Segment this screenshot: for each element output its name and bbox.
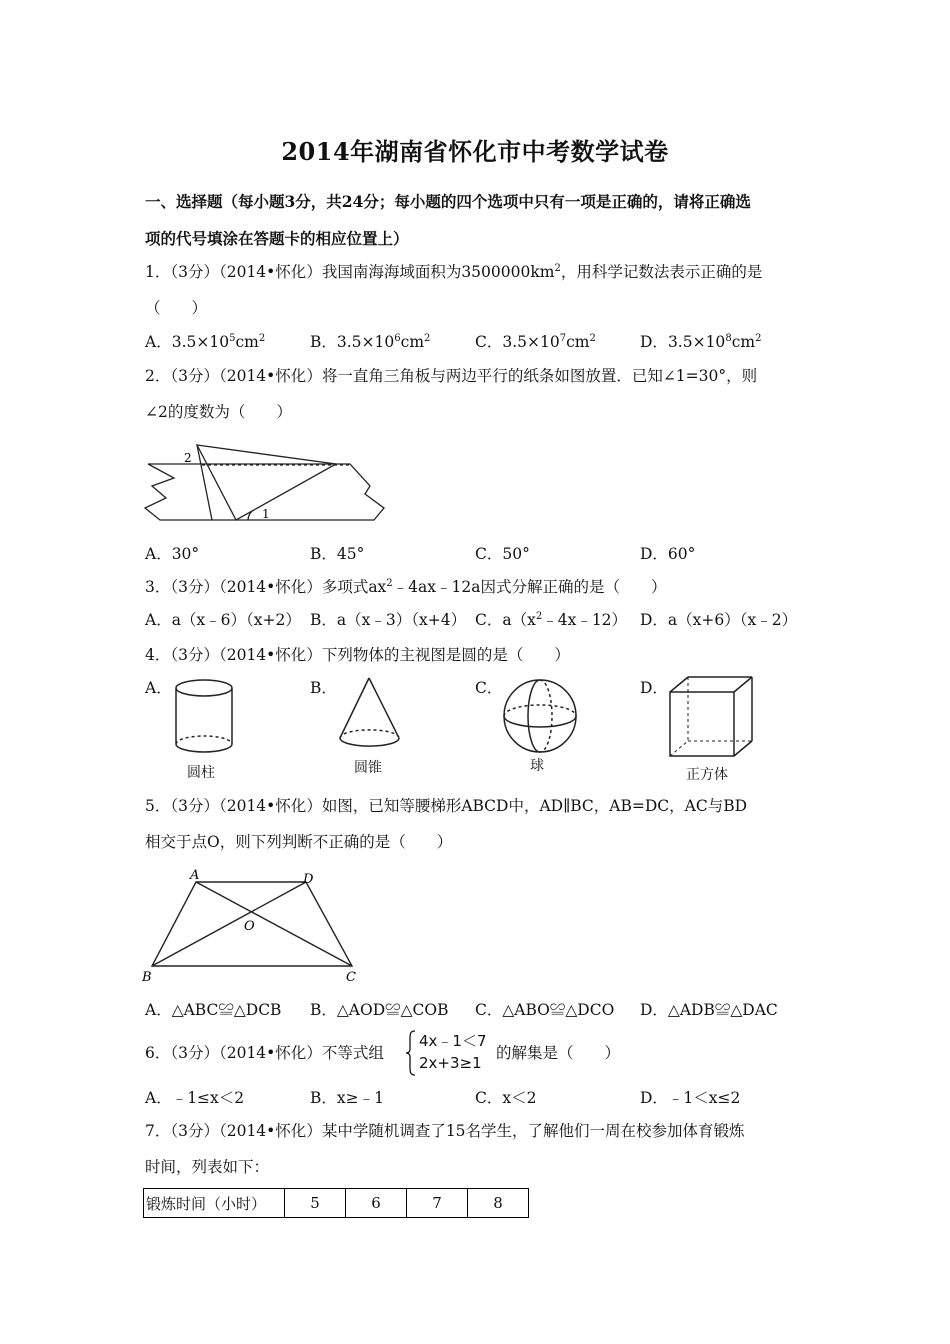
section-heading-line1: 一、选择题（每小题3分，共24分；每小题的四个选项中只有一项是正确的，请将正确选 xyxy=(145,192,751,211)
q4-option-c: C． xyxy=(475,679,503,697)
q2-option-d: D．60° xyxy=(640,545,696,563)
cone-caption: 圆锥 xyxy=(354,760,382,776)
cone-figure xyxy=(335,676,405,756)
q3-option-d: D．a（x+6）（x﹣2） xyxy=(640,611,798,629)
q6-text-pre: 6．（3分）（2014•怀化）不等式组 xyxy=(145,1044,384,1062)
q4-option-d: D． xyxy=(640,679,668,697)
cube-caption: 正方体 xyxy=(686,767,728,783)
angle-1-label: 1 xyxy=(262,507,270,521)
q6-option-b: B．x≥﹣1 xyxy=(310,1089,384,1107)
q6-inequality-system xyxy=(405,1030,495,1076)
page-title: 2014年湖南省怀化市中考数学试卷 xyxy=(281,137,669,166)
q7-data-table xyxy=(143,1188,529,1218)
section-heading-line2: 项的代号填涂在答题卡的相应位置上） xyxy=(145,229,409,248)
q1-option-a: A．$3.5\times 10^5cm^2$ xyxy=(145,333,266,351)
q7-text-line2: 时间，列表如下： xyxy=(145,1158,270,1176)
table-header-cell: 锻炼时间（小时） xyxy=(144,1189,285,1218)
point-a-label: A xyxy=(190,868,200,883)
q6-option-c: C．x＜2 xyxy=(475,1089,537,1107)
q1-option-d: D．$3.5\times 10^8cm^2$ xyxy=(640,333,762,351)
q3-option-c: C．$a(x^2﹣4x﹣12)$ xyxy=(475,611,628,629)
q5-option-c: C．△ABO≌△DCO xyxy=(475,1001,615,1019)
cube-figure xyxy=(666,674,756,762)
q4-option-b: B． xyxy=(310,679,337,697)
q3-text: 3．（3分）（2014•怀化）多项式$ax^2﹣4ax﹣12a$因式分解正确的是（ ） xyxy=(145,578,667,596)
q5-option-d: D．△ADB≌△DAC xyxy=(640,1001,778,1019)
cylinder-figure xyxy=(170,676,240,758)
table-cell: 8 xyxy=(468,1189,529,1218)
q7-text-line1: 7．（3分）（2014•怀化）某中学随机调查了15名学生，了解他们一周在校参加体育锻炼 xyxy=(145,1122,745,1140)
point-c-label: C xyxy=(346,970,356,985)
inequality-2: 2x+3≥1 xyxy=(419,1054,482,1072)
q5-option-a: A．△ABC≌△DCB xyxy=(145,1001,282,1019)
q1-option-b: B．$3.5\times 10^6cm^2$ xyxy=(310,333,431,351)
trapezoid-figure xyxy=(140,866,370,986)
point-b-label: B xyxy=(142,970,152,985)
q5-text-line1: 5．（3分）（2014•怀化）如图，已知等腰梯形ABCD中，AD∥BC，AB=DC，AC与BD xyxy=(145,797,748,815)
q3-option-a: A．a（x﹣6）（x+2） xyxy=(145,611,301,629)
q3-option-b: B．a（x﹣3）（x+4） xyxy=(310,611,467,629)
q2-figure xyxy=(140,438,400,528)
point-d-label: D xyxy=(303,872,314,887)
angle-2-label: 2 xyxy=(184,451,192,465)
q2-text-line1: 2．（3分）（2014•怀化）将一直角三角板与两边平行的纸条如图放置．已知∠1=30°，则 xyxy=(145,367,758,385)
q6-option-d: D．﹣1＜x≤2 xyxy=(640,1089,741,1107)
inequality-1: 4x﹣1＜7 xyxy=(419,1032,487,1050)
q6-text-post: 的解集是（ ） xyxy=(496,1044,621,1062)
point-o-label: O xyxy=(244,919,255,934)
q6-option-a: A．﹣1≤x＜2 xyxy=(145,1089,245,1107)
table-cell: 5 xyxy=(285,1189,346,1218)
sphere-figure xyxy=(500,676,580,756)
q4-option-a: A． xyxy=(145,679,172,697)
q1-paren: （ ） xyxy=(145,299,208,317)
table-row xyxy=(144,1189,529,1218)
q2-option-c: C．50° xyxy=(475,545,530,563)
table-cell: 6 xyxy=(346,1189,407,1218)
brace-icon xyxy=(405,1030,417,1076)
sphere-caption: 球 xyxy=(530,758,544,774)
q2-option-b: B．45° xyxy=(310,545,365,563)
q5-text-line2: 相交于点O，则下列判断不正确的是（ ） xyxy=(145,833,453,851)
cylinder-caption: 圆柱 xyxy=(187,765,215,781)
q5-option-b: B．△AOD≌△COB xyxy=(310,1001,449,1019)
q2-option-a: A．30° xyxy=(145,545,200,563)
q4-text: 4．（3分）（2014•怀化）下列物体的主视图是圆的是（ ） xyxy=(145,646,570,664)
q2-text-line2: ∠2的度数为（ ） xyxy=(145,403,292,421)
q1-text: 1．（3分）（2014•怀化）我国南海海域面积为$3500000km^2$，用科学记数法表示正确的是 xyxy=(145,263,763,281)
q1-option-c: C．$3.5\times 10^7cm^2$ xyxy=(475,333,596,351)
table-cell: 7 xyxy=(407,1189,468,1218)
